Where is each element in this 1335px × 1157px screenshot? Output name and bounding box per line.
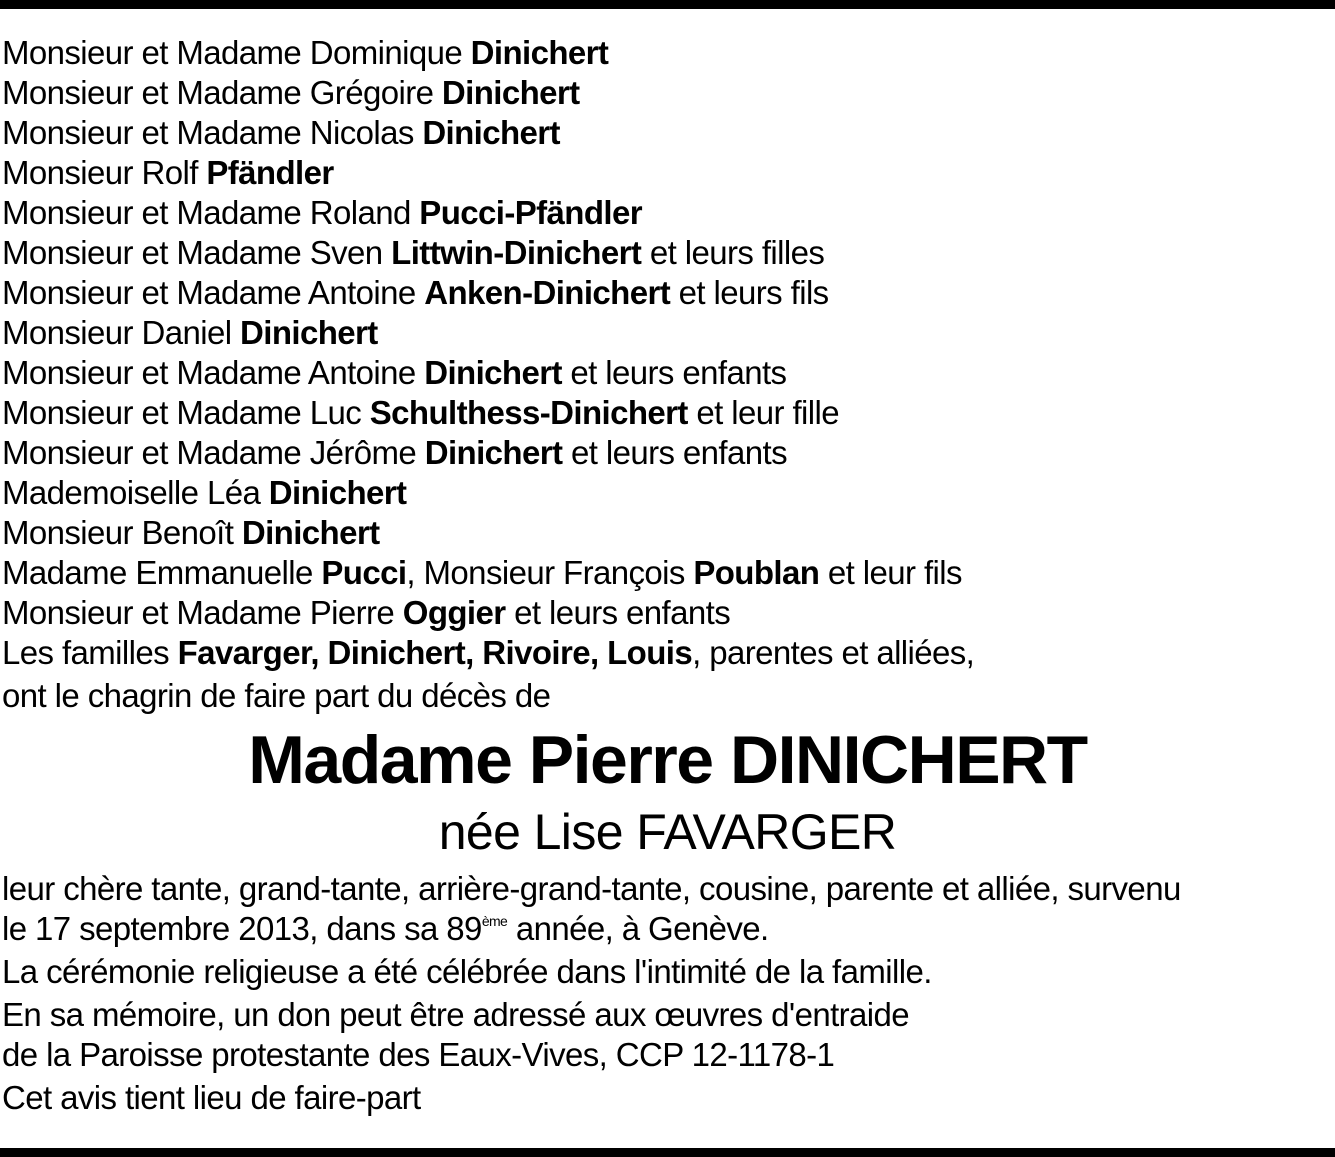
closing-line: Cet avis tient lieu de faire-part [2,1079,421,1116]
announcement-details [2,869,1327,1118]
family-line: Monsieur Benoît Dinichert [2,514,380,551]
family-line: Monsieur et Madame Luc Schulthess-Dinichert et leur fille [2,394,839,431]
maiden-name: née Lise FAVARGER [438,804,897,860]
date-line: le 17 septembre 2013, dans sa 89ème année, à Genève. [2,910,769,947]
top-rule [0,0,1335,9]
relation-line: leur chère tante, grand-tante, arrière-grand-tante, cousine, parente et alliée, survenu [2,870,1181,907]
family-line: Monsieur et Madame Roland Pucci-Pfändler [2,194,642,231]
donation-line-2: de la Paroisse protestante des Eaux-Vives, CCP 12-1178-1 [2,1036,835,1073]
family-line: Madame Emmanuelle Pucci, Monsieur François Poublan et leur fils [2,554,962,591]
family-list [2,33,1322,673]
announcement-intro: ont le chagrin de faire part du décès de [2,677,551,714]
family-line: Monsieur et Madame Jérôme Dinichert et leurs enfants [2,434,787,471]
family-line: Monsieur et Madame Pierre Oggier et leurs enfants [2,594,731,631]
family-line: Monsieur et Madame Antoine Dinichert et leurs enfants [2,354,787,391]
family-line: Mademoiselle Léa Dinichert [2,474,407,511]
family-line: Monsieur et Madame Dominique Dinichert [2,34,609,71]
family-line: Les familles Favarger, Dinichert, Rivoire, Louis, parentes et alliées, [2,634,975,671]
ceremony-line: La cérémonie religieuse a été célébrée dans l'intimité de la famille. [2,953,932,990]
donation-line: En sa mémoire, un don peut être adressé aux œuvres d'entraide [2,996,910,1033]
bottom-rule [0,1148,1335,1157]
ordinal-suffix: ème [481,913,508,929]
family-line: Monsieur Daniel Dinichert [2,314,378,351]
family-line: Monsieur Rolf Pfändler [2,154,334,191]
family-line: Monsieur et Madame Antoine Anken-Dinichert et leurs fils [2,274,829,311]
family-line: Monsieur et Madame Grégoire Dinichert [2,74,580,111]
deceased-name: Madame Pierre DINICHERT [248,722,1087,798]
family-line: Monsieur et Madame Nicolas Dinichert [2,114,560,151]
family-line: Monsieur et Madame Sven Littwin-Dinichert et leurs filles [2,234,825,271]
